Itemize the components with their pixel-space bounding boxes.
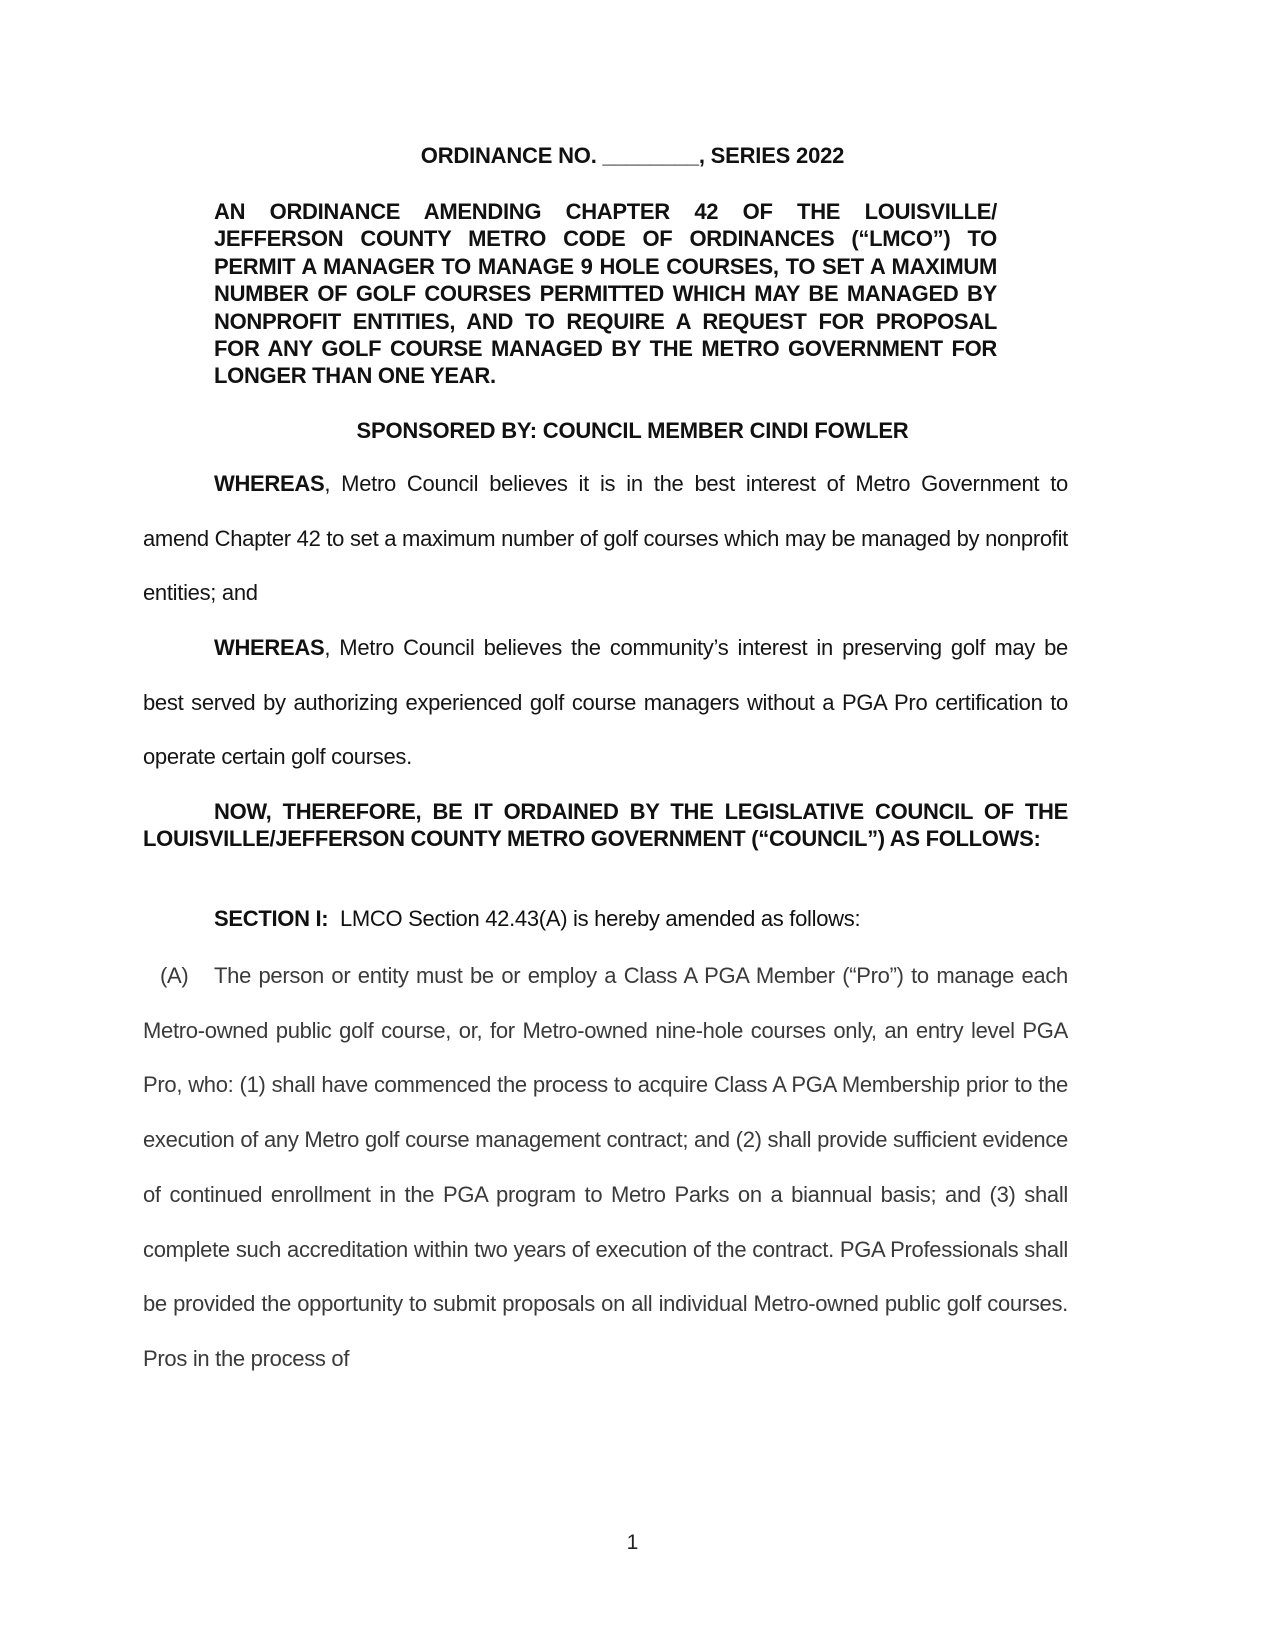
section-heading xyxy=(214,906,860,932)
ordaining-clause: NOW, THEREFORE, BE IT ORDAINED BY THE LEGISLATIVE COUNCIL OF THE LOUISVILLE/JEFFERSON COUNTY METRO GOVERNMENT (“COUNCIL”) AS FOLLOWS: xyxy=(143,799,1068,852)
whereas-text: , Metro Council believes the community’s interest in preserving golf may be best served by authorizing experienced golf course managers without a PGA Pro certification to operate certain golf courses. xyxy=(143,635,1068,770)
subsection-text: The person or entity must be or employ a Class A PGA Member (“Pro”) to manage each Metro-owned public golf course, or, for Metro-owned nine-hole courses only, an entry level PGA Pro, who: (1) shall have commenced the process to acquire Class A PGA Membership prior to the execution of any Metro golf course management contract; and (2) shall provide sufficient evidence of continued enrollment in the PGA program to Metro Parks on a biannual basis; and (3) shall complete such accreditation within two years of execution of the contract. PGA Professionals shall be provided the opportunity to submit proposals on all individual Metro-owned public golf courses. Pros in the process of xyxy=(143,963,1068,1371)
ordinance-title: ORDINANCE NO. ________, SERIES 2022 xyxy=(420,143,845,168)
section-label: SECTION I: xyxy=(214,906,329,931)
whereas-lead: WHEREAS xyxy=(214,635,325,660)
whereas-clause-1 xyxy=(143,457,1068,621)
amended-subsection-a xyxy=(143,949,1068,1387)
ordinance-caption: AN ORDINANCE AMENDING CHAPTER 42 OF THE LOUISVILLE/ JEFFERSON COUNTY METRO CODE OF ORDINANCES (“LMCO”) TO PERMIT A MANAGER TO MANAGE 9 HOLE COURSES, TO SET A MAXIMUM NUMBER OF GOLF COURSES PERMITTED WHICH MAY BE MANAGED BY NONPROFIT ENTITIES, AND TO REQUIRE A REQUEST FOR PROPOSAL FOR ANY GOLF COURSE MANAGED BY THE METRO GOVERNMENT FOR LONGER THAN ONE YEAR. xyxy=(214,199,997,389)
whereas-text: , Metro Council believes it is in the best interest of Metro Government to amend Chapter 42 to set a maximum number of golf courses which may be managed by nonprofit entities; and xyxy=(143,471,1068,606)
sponsor-line: SPONSORED BY: COUNCIL MEMBER CINDI FOWLER xyxy=(356,418,909,443)
subsection-label: (A) xyxy=(160,963,189,988)
page-number: 1 xyxy=(626,1531,639,1554)
section-text: LMCO Section 42.43(A) is hereby amended as follows: xyxy=(339,906,861,931)
whereas-lead: WHEREAS xyxy=(214,471,325,496)
whereas-clause-2 xyxy=(143,621,1068,785)
